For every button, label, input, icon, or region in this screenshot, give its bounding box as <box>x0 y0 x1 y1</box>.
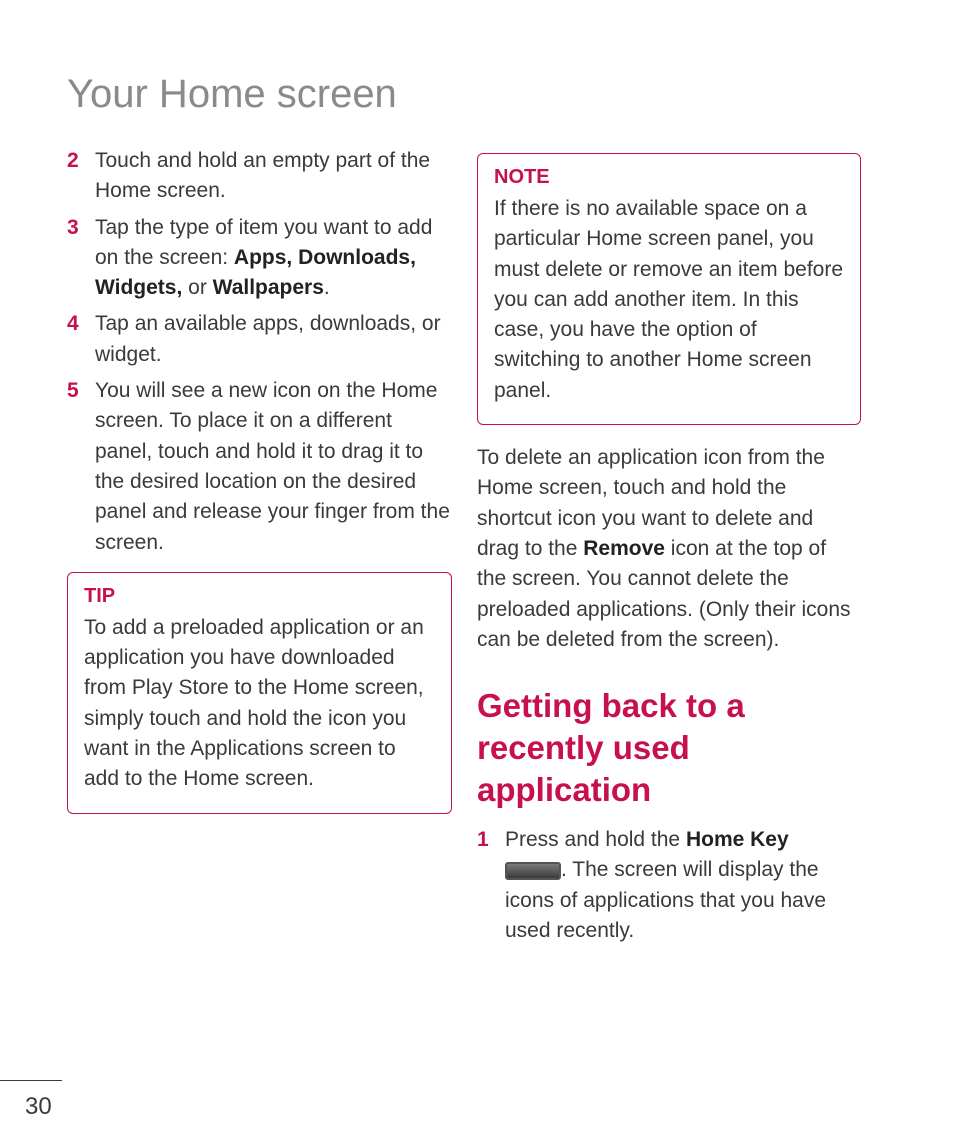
wallpapers-bold: Wallpapers <box>212 276 324 300</box>
step-text: Tap the type of item you want to add on the screen: <box>95 215 433 269</box>
step-text: Touch and hold an empty part of the Home screen. <box>95 149 431 203</box>
step-text: or <box>182 276 213 300</box>
item-types-bold: Apps, Downloads, Widgets, <box>95 245 416 300</box>
note-box <box>477 153 861 425</box>
step-2 <box>67 146 452 207</box>
step-text: You will see a new icon on the Home screen. To place it on a different panel, touch and hold it to drag it to the desired location on the desired panel and release your finger from the screen. <box>95 379 450 554</box>
paragraph-text: icon at the top of the screen. You cannot delete the preloaded applications. (Only their icons can be deleted from the screen). <box>477 536 851 651</box>
step-text: Press and hold the <box>505 828 686 852</box>
footer-divider <box>0 1080 62 1081</box>
step-4 <box>67 309 452 370</box>
step-number: 2 <box>67 149 79 172</box>
note-body: If there is no available space on a particular Home screen panel, you must delete or remove an item before you can add another item. In this case, you have the option of switching to another Home screen panel. <box>494 197 844 402</box>
remove-bold: Remove <box>583 536 665 560</box>
note-title: NOTE <box>494 166 550 188</box>
step-text: Tap an available apps, downloads, or widget. <box>95 312 441 366</box>
home-key-bold: Home Key <box>685 828 789 852</box>
home-key-icon <box>505 862 561 880</box>
paragraph-text: To delete an application icon from the Home screen, touch and hold the shortcut icon you want to delete and drag to the <box>477 446 825 560</box>
step-number: 4 <box>67 312 79 336</box>
step-1 <box>477 825 861 946</box>
step-3 <box>67 213 452 304</box>
right-column <box>477 153 861 952</box>
step-text: . <box>323 276 330 300</box>
page-title: Your Home screen <box>67 72 397 116</box>
step-text: . The screen will display the icons of applications that you have used recently. <box>505 858 827 943</box>
step-number: 5 <box>67 379 79 403</box>
tip-body: To add a preloaded application or an application you have downloaded from Play Store to the Home screen, simply touch and hold the icon you want in the Applications screen to add to the Home screen. <box>84 615 424 791</box>
page-number: 30 <box>25 1093 52 1120</box>
tip-title: TIP <box>84 584 116 607</box>
section-heading: Getting back to a recently used application <box>477 687 745 809</box>
left-column <box>67 146 452 814</box>
delete-icon-paragraph <box>477 443 861 655</box>
tip-box <box>67 572 452 814</box>
step-number: 1 <box>477 828 489 852</box>
step-5 <box>67 376 452 558</box>
step-number: 3 <box>67 215 79 239</box>
